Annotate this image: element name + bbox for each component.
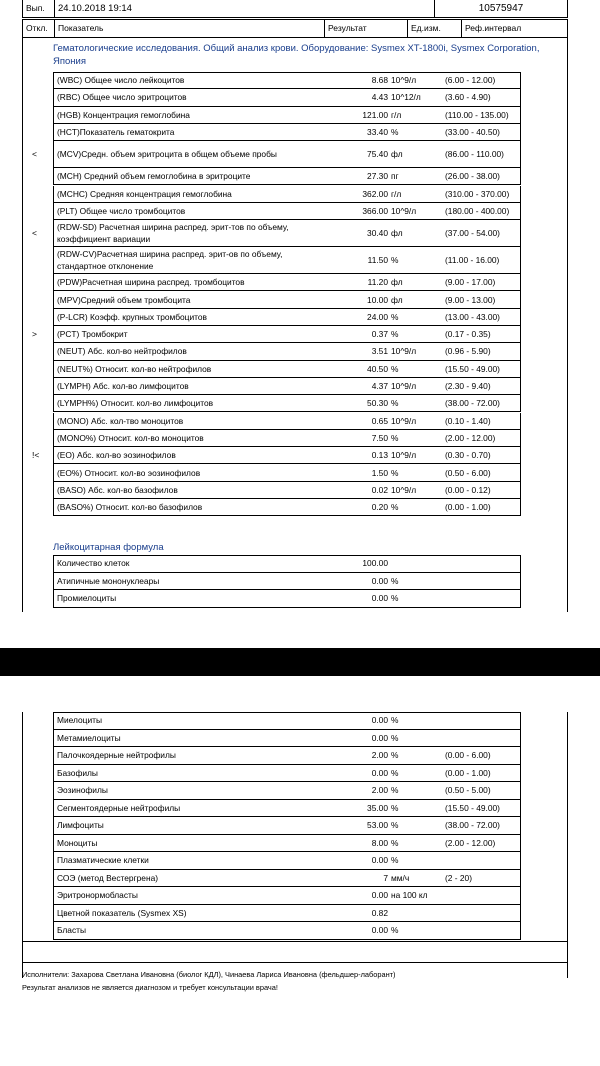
row-indicator-name: (PCT) Тромбокрит: [57, 329, 128, 340]
table-row: [53, 309, 521, 326]
row-indicator-name: Промиелоциты: [57, 593, 117, 604]
row-result-value: 2.00: [371, 785, 388, 796]
row-border: [520, 573, 521, 590]
row-border: [53, 203, 54, 219]
row-result-value: 7.50: [371, 432, 388, 443]
row-reference: (6.00 - 12.00): [445, 75, 496, 86]
row-result-value: 8.68: [371, 75, 388, 86]
row-result-value: 7: [383, 872, 388, 883]
row-unit: %: [391, 502, 399, 513]
row-border: [520, 782, 521, 799]
row-indicator-name: Количество клеток: [57, 558, 130, 569]
row-reference: (2.00 - 12.00): [445, 432, 496, 443]
row-reference: (13.00 - 43.00): [445, 311, 500, 322]
row-border: [53, 499, 54, 515]
row-border: [520, 186, 521, 202]
row-unit: 10^9/л: [391, 205, 417, 216]
row-indicator-name: Миелоциты: [57, 715, 103, 726]
row-border: [53, 905, 54, 922]
row-result-value: 53.00: [367, 820, 388, 831]
row-result-value: 0.00: [371, 925, 388, 936]
row-border: [520, 870, 521, 887]
row-result-value: 0.00: [371, 593, 388, 604]
row-border: [520, 247, 521, 273]
row-border: [53, 309, 54, 325]
row-unit: %: [391, 593, 399, 604]
table-row: [53, 343, 521, 360]
row-border: [520, 220, 521, 246]
row-border: [53, 89, 54, 105]
row-unit: %: [391, 820, 399, 831]
row-unit: %: [391, 311, 399, 322]
row-indicator-name: Палочкоядерные нейтрофилы: [57, 750, 176, 761]
row-result-value: 30.40: [367, 228, 388, 239]
row-result-value: 4.43: [371, 92, 388, 103]
row-result-value: 1.50: [371, 467, 388, 478]
row-unit: 10^9/л: [391, 346, 417, 357]
row-border: [520, 413, 521, 429]
table-row: [53, 482, 521, 499]
row-border: [520, 482, 521, 498]
row-border: [53, 361, 54, 377]
table-row: [53, 573, 521, 591]
row-indicator-name: (HCT)Показатель гематокрита: [57, 127, 175, 138]
row-result-value: 0.00: [371, 732, 388, 743]
deviation-flag: <: [32, 148, 37, 159]
col-deviation: Откл.: [22, 20, 55, 37]
row-border: [53, 168, 54, 184]
row-unit: пг: [391, 171, 399, 182]
row-reference: (2.30 - 9.40): [445, 381, 491, 392]
row-result-value: 0.37: [371, 329, 388, 340]
row-unit: %: [391, 398, 399, 409]
row-border: [53, 765, 54, 782]
row-border: [53, 573, 54, 590]
row-border: [53, 430, 54, 446]
row-result-value: 4.37: [371, 381, 388, 392]
table-row: [53, 447, 521, 464]
row-indicator-name: (MCHC) Средняя концентрация гемоглобина: [57, 188, 232, 199]
row-result-value: 0.00: [371, 890, 388, 901]
row-indicator-name: (NEUT%) Относит. кол-во нейтрофилов: [57, 363, 212, 374]
table-row: [53, 186, 521, 203]
row-indicator-name: Лимфоциты: [57, 820, 104, 831]
row-result-value: 40.50: [367, 363, 388, 374]
row-reference: (0.00 - 0.12): [445, 484, 491, 495]
row-unit: %: [391, 715, 399, 726]
row-result-value: 75.40: [367, 149, 388, 160]
row-border: [53, 326, 54, 342]
issued-date: 24.10.2018 19:14: [55, 0, 435, 17]
row-unit: на 100 кл: [391, 890, 428, 901]
row-indicator-name: (RBC) Общее число эритроцитов: [57, 92, 187, 103]
row-unit: %: [391, 855, 399, 866]
page-break-band: [0, 648, 600, 676]
row-unit: %: [391, 363, 399, 374]
row-unit: фл: [391, 277, 403, 288]
row-unit: %: [391, 329, 399, 340]
table-row: [53, 430, 521, 447]
row-border: [53, 922, 54, 939]
row-reference: (0.50 - 5.00): [445, 785, 491, 796]
row-indicator-name: (NEUT) Абс. кол-во нейтрофилов: [57, 346, 187, 357]
row-reference: (0.96 - 5.90): [445, 346, 491, 357]
issued-label: Вып.: [22, 0, 55, 17]
table-row: [53, 220, 521, 247]
row-border: [520, 765, 521, 782]
row-result-value: 100.00: [362, 558, 388, 569]
row-border: [520, 712, 521, 729]
table-row: [53, 89, 521, 106]
row-indicator-name: (EO%) Относит. кол-во эозинофилов: [57, 467, 201, 478]
row-result-value: 35.00: [367, 802, 388, 813]
row-reference: (3.60 - 4.90): [445, 92, 491, 103]
row-result-value: 0.00: [371, 575, 388, 586]
table-row: [53, 747, 521, 765]
frame-left-bottom: [22, 712, 23, 978]
row-border: [53, 712, 54, 729]
row-border: [520, 291, 521, 307]
row-indicator-name: Эритронормобласты: [57, 890, 138, 901]
table-row: [53, 817, 521, 835]
row-result-value: 8.00: [371, 837, 388, 848]
table-row: [53, 852, 521, 870]
table-row: [53, 291, 521, 308]
row-border: [520, 141, 521, 167]
row-reference: (37.00 - 54.00): [445, 228, 500, 239]
row-border: [520, 107, 521, 123]
table-row: [53, 124, 521, 141]
row-result-value: 24.00: [367, 311, 388, 322]
row-border: [520, 817, 521, 834]
row-reference: (38.00 - 72.00): [445, 398, 500, 409]
row-unit: 10^9/л: [391, 450, 417, 461]
row-border: [520, 309, 521, 325]
row-border: [53, 395, 54, 411]
table-row: [53, 800, 521, 818]
row-unit: %: [391, 837, 399, 848]
table-row: [53, 247, 521, 274]
row-unit: фл: [391, 149, 403, 160]
row-unit: 10^9/л: [391, 75, 417, 86]
row-result-value: 0.02: [371, 484, 388, 495]
row-border: [53, 124, 54, 140]
row-unit: %: [391, 767, 399, 778]
row-unit: фл: [391, 228, 403, 239]
row-border: [520, 395, 521, 411]
order-number: 10575947: [435, 0, 568, 17]
row-result-value: 2.00: [371, 750, 388, 761]
row-unit: %: [391, 732, 399, 743]
row-indicator-name: (BASO%) Относит. кол-во базофилов: [57, 502, 203, 513]
row-unit: 10^9/л: [391, 381, 417, 392]
row-indicator-name: Бласты: [57, 925, 86, 936]
row-border: [53, 835, 54, 852]
table-row: [53, 499, 521, 516]
row-unit: %: [391, 925, 399, 936]
row-border: [520, 326, 521, 342]
row-border: [520, 361, 521, 377]
table-row: [53, 782, 521, 800]
row-result-value: 3.51: [371, 346, 388, 357]
executors-text: Исполнители: Захарова Светлана Ивановна (биолог КДЛ), Чинаева Лариса Ивановна (фельдшер-лаборант): [22, 970, 396, 979]
row-result-value: 362.00: [362, 188, 388, 199]
row-border: [520, 124, 521, 140]
row-border: [53, 747, 54, 764]
row-indicator-name: (EO) Абс. кол-во эозинофилов: [57, 450, 176, 461]
row-unit: %: [391, 575, 399, 586]
row-reference: (0.00 - 1.00): [445, 502, 491, 513]
row-result-value: 0.00: [371, 715, 388, 726]
row-unit: %: [391, 467, 399, 478]
row-border: [53, 590, 54, 607]
row-indicator-name: (MONO) Абс. кол-тво моноцитов: [57, 415, 184, 426]
row-reference: (26.00 - 38.00): [445, 171, 500, 182]
row-reference: (15.50 - 49.00): [445, 363, 500, 374]
row-border: [53, 220, 54, 246]
frame-left: [22, 37, 23, 612]
row-unit: %: [391, 802, 399, 813]
table-row: [53, 712, 521, 730]
row-indicator-name: (MPV)Средний объем тромбоцита: [57, 294, 191, 305]
row-unit: фл: [391, 294, 403, 305]
row-indicator-name: (MCH) Средний объем гемоглобина в эритроците: [57, 171, 251, 182]
row-border: [520, 72, 521, 88]
row-border: [53, 852, 54, 869]
row-border: [53, 274, 54, 290]
row-result-value: 366.00: [362, 205, 388, 216]
table-row: [53, 107, 521, 124]
row-indicator-name: Плазматические клетки: [57, 855, 149, 866]
row-border: [520, 747, 521, 764]
row-reference: (0.50 - 6.00): [445, 467, 491, 478]
row-unit: г/л: [391, 188, 402, 199]
row-unit: %: [391, 785, 399, 796]
row-reference: (0.00 - 6.00): [445, 750, 491, 761]
row-result-value: 0.20: [371, 502, 388, 513]
table-row: [53, 590, 521, 608]
report-page-bottom: [0, 676, 600, 1066]
row-border: [520, 499, 521, 515]
frame-bottom-line: [22, 941, 568, 942]
row-border: [53, 800, 54, 817]
row-border: [53, 107, 54, 123]
row-border: [520, 203, 521, 219]
row-reference: (11.00 - 16.00): [445, 255, 500, 266]
row-indicator-name: Эозинофилы: [57, 785, 108, 796]
row-reference: (0.10 - 1.40): [445, 415, 491, 426]
row-indicator-name: (PDW)Расчетная ширина распред. тромбоцитов: [57, 277, 245, 288]
row-border: [520, 447, 521, 463]
table-row: [53, 464, 521, 481]
table-row: [53, 378, 521, 395]
row-indicator-name: Сегментоядерные нейтрофилы: [57, 802, 181, 813]
row-unit: 10^12/л: [391, 92, 421, 103]
row-border: [520, 555, 521, 572]
table-row: [53, 274, 521, 291]
disclaimer-text: Результат анализов не является диагнозом и требует консультации врача!: [22, 983, 278, 992]
row-indicator-name: (RDW-CV)Расчетная ширина распред. эрит-ов по объему, стандартное отклонение: [57, 249, 283, 272]
row-reference: (86.00 - 110.00): [445, 149, 504, 160]
table-row: [53, 905, 521, 923]
row-border: [520, 590, 521, 607]
table-row: [53, 922, 521, 940]
leukocyte-title: Лейкоцитарная формула: [53, 542, 164, 553]
row-reference: (15.50 - 49.00): [445, 802, 500, 813]
table-row: [53, 326, 521, 343]
table-row: [53, 835, 521, 853]
row-border: [53, 291, 54, 307]
table-row: [53, 168, 521, 185]
row-result-value: 0.00: [371, 855, 388, 866]
row-unit: мм/ч: [391, 872, 410, 883]
row-indicator-name: Атипичные мононуклеары: [57, 575, 160, 586]
header-issued-row: [22, 0, 568, 17]
row-unit: %: [391, 750, 399, 761]
frame-right: [567, 37, 568, 612]
row-border: [53, 730, 54, 747]
row-indicator-name: (P-LCR) Коэфф. крупных тромбоцитов: [57, 311, 207, 322]
row-reference: (110.00 - 135.00): [445, 109, 509, 120]
table-row: [53, 887, 521, 905]
row-border: [53, 555, 54, 572]
row-indicator-name: Цветной показатель (Sysmex XS): [57, 907, 187, 918]
row-border: [53, 482, 54, 498]
table-row: [53, 765, 521, 783]
row-reference: (180.00 - 400.00): [445, 205, 510, 216]
row-border: [520, 89, 521, 105]
table-row: [53, 555, 521, 573]
row-indicator-name: (WBC) Общее число лейкоцитов: [57, 75, 185, 86]
deviation-flag: >: [32, 328, 37, 339]
row-border: [520, 378, 521, 394]
row-indicator-name: (BASO) Абс. кол-во базофилов: [57, 484, 178, 495]
table-row: [53, 361, 521, 378]
row-reference: (0.30 - 0.70): [445, 450, 491, 461]
row-indicator-name: (RDW-SD) Расчетная ширина распред. эрит-тов по объему, коэффициент вариации: [57, 222, 289, 245]
row-border: [520, 464, 521, 480]
row-border: [53, 413, 54, 429]
row-result-value: 33.40: [367, 127, 388, 138]
col-reference: Реф.интервал: [462, 20, 568, 37]
table-row: [53, 72, 521, 89]
row-reference: (0.17 - 0.35): [445, 329, 491, 340]
row-border: [53, 817, 54, 834]
row-result-value: 0.13: [371, 450, 388, 461]
row-border: [520, 835, 521, 852]
row-border: [53, 782, 54, 799]
row-border: [53, 72, 54, 88]
row-indicator-name: (HGB) Концентрация гемоглобина: [57, 109, 190, 120]
row-border: [520, 168, 521, 184]
row-indicator-name: (MCV)Средн. объем эритроцита в общем объеме пробы: [57, 149, 277, 160]
row-result-value: 121.00: [362, 109, 388, 120]
row-border: [520, 800, 521, 817]
row-unit: г/л: [391, 109, 402, 120]
col-indicator: Показатель: [55, 20, 325, 37]
row-border: [520, 852, 521, 869]
table-row: [53, 870, 521, 888]
row-indicator-name: Базофилы: [57, 767, 98, 778]
row-indicator-name: СОЭ (метод Вестергрена): [57, 872, 159, 883]
table-row: [53, 203, 521, 220]
row-result-value: 27.30: [367, 171, 388, 182]
row-border: [520, 922, 521, 939]
deviation-flag: <: [32, 227, 37, 238]
row-border: [53, 378, 54, 394]
row-border: [53, 186, 54, 202]
table-row: [53, 141, 521, 168]
row-result-value: 0.82: [371, 907, 388, 918]
table-row: [53, 413, 521, 430]
row-reference: (310.00 - 370.00): [445, 188, 510, 199]
column-header-row: [22, 20, 568, 37]
row-border: [520, 274, 521, 290]
row-reference: (33.00 - 40.50): [445, 127, 500, 138]
row-border: [53, 887, 54, 904]
table-row: [53, 395, 521, 412]
row-reference: (0.00 - 1.00): [445, 767, 491, 778]
row-reference: (38.00 - 72.00): [445, 820, 500, 831]
row-border: [520, 430, 521, 446]
row-result-value: 10.00: [367, 294, 388, 305]
row-border: [53, 343, 54, 359]
row-indicator-name: (LYMPH%) Относит. кол-во лимфоцитов: [57, 398, 214, 409]
row-reference: (2.00 - 12.00): [445, 837, 496, 848]
row-border: [520, 887, 521, 904]
row-result-value: 11.50: [367, 255, 388, 266]
header-bottom-line: [22, 37, 568, 38]
row-unit: %: [391, 255, 399, 266]
row-result-value: 0.65: [371, 415, 388, 426]
row-border: [520, 343, 521, 359]
row-unit: 10^9/л: [391, 484, 417, 495]
col-result: Результат: [325, 20, 408, 37]
row-border: [53, 870, 54, 887]
table-row: [53, 730, 521, 748]
frame-right-bottom: [567, 712, 568, 978]
col-unit: Ед.изм.: [408, 20, 462, 37]
header-divider: [22, 17, 568, 18]
footer-divider: [22, 962, 568, 963]
deviation-flag: !<: [32, 449, 40, 460]
row-result-value: 11.20: [367, 277, 388, 288]
row-border: [53, 247, 54, 273]
row-border: [53, 447, 54, 463]
row-unit: 10^9/л: [391, 415, 417, 426]
row-reference: (9.00 - 13.00): [445, 294, 496, 305]
row-border: [53, 464, 54, 480]
header-top-line: [22, 19, 568, 20]
row-indicator-name: (LYMPH) Абс. кол-во лимфоцитов: [57, 381, 189, 392]
row-indicator-name: Моноциты: [57, 837, 98, 848]
row-reference: (2 - 20): [445, 872, 472, 883]
row-result-value: 50.30: [367, 398, 388, 409]
row-border: [520, 730, 521, 747]
row-reference: (9.00 - 17.00): [445, 277, 496, 288]
row-result-value: 0.00: [371, 767, 388, 778]
row-unit: %: [391, 127, 399, 138]
row-indicator-name: Метамиелоциты: [57, 732, 121, 743]
row-border: [520, 905, 521, 922]
hematology-title: Гематологические исследования. Общий анализ крови. Оборудование: Sysmex XT-1800i, Sysmex Corporation, Япония: [53, 43, 540, 67]
row-border: [53, 141, 54, 167]
row-unit: %: [391, 432, 399, 443]
row-indicator-name: (MONO%) Относит. кол-во моноцитов: [57, 432, 204, 443]
row-indicator-name: (PLT) Общее число тромбоцитов: [57, 205, 186, 216]
